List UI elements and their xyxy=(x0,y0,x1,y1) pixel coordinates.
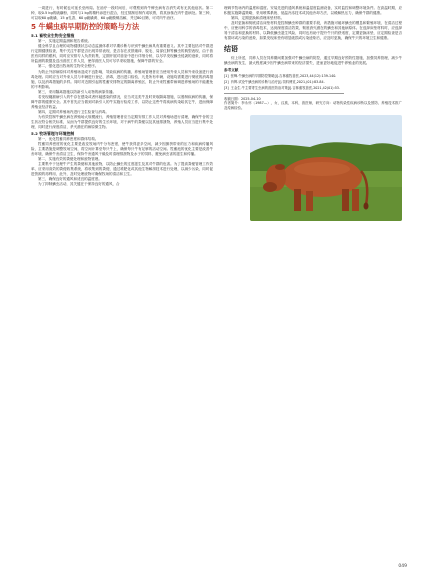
paragraph: 第四，定期对养殖场内进行卫生检查与消毒。 xyxy=(38,109,109,114)
continued-paragraph: 理调节牧场内的温度和湿度。安装先进的通风系统和温湿度监测设备，实时监控和调整环境条件。在高温时期，应积极实施降温策略，采用喷雾系统、低温冷冻技术或其他冷却方法，以缓解热压力，确保牛群的健康。 xyxy=(224,6,402,16)
paragraph: 为有效控制牛螨虫病在养殖场大规模流行，养殖管理者应当定期安排工作人员对养殖场进行清理，确保牛舍的卫生状况符合相关标准，从而为牛群提供良好的生长环境，对于病牛的粪便以及其他排泄物，养殖人员应当进行集中处理，同时进行深度清洁，杀灭潜在的病原微生物。 xyxy=(31,114,213,130)
paragraph: 第一，实施定期监测和报告系统。 xyxy=(38,39,92,44)
paragraph: 为了抑制螨虫活动，其关键在于保持良好的通风，合 xyxy=(38,182,120,187)
paragraph: 第三，采用隔离措施以防新引入动物的病原传播。 xyxy=(38,89,117,94)
cow-leg xyxy=(294,189,301,211)
paragraph: 第三，确保良好的通风和适宜的温度度。 xyxy=(38,177,102,182)
reference-text: 肖辉.试论牛螨虫病的诊断与治疗[J].饲料博览,2021,(01):83-84. xyxy=(230,80,325,85)
reference-item xyxy=(224,86,402,91)
paragraph: 第四，定期更换和清理床垫材料。 xyxy=(231,16,285,21)
references-title: 参考文献 xyxy=(224,68,239,73)
paragraph: 第二，实施有效的粪便处理和废物管理。 xyxy=(38,156,102,161)
paragraph: 第一，优化牲畜饲养密度和群体结构。 xyxy=(38,136,99,141)
conclusion-title: 结语 xyxy=(224,45,238,54)
paragraph: 为防止外部病原体对养殖场造成不良影响，导致疾病的传播，养殖场管理者应当使用外来人员和外来设备进行消毒处理。同时应当对外来人员与车辆进行登记、消毒，进出进口检验，凡是所有车辆、设施均需要进行彻底的消毒措施，以及消毒措施的多样。同时对近期引起的牲畜安排特定的隔离养殖区，防止外来牲畜带病调进养殖场的不能避免的不利影响。 xyxy=(31,69,213,89)
cow-muzzle xyxy=(263,182,277,192)
subsection-5-2-title: 5.2 牧场管理与环境控制 xyxy=(31,130,75,136)
paragraph: 第二，强化进出牧场的生物安全程序。 xyxy=(38,64,99,69)
intro-paragraph: 一周进行，有时候也可延长至两周。在治疗一段时间后，可观察到肉牛蜱虫病有否消失或有无其他症状。第二种，取0.5 kg的硫磺粉，同时与1 kg的精秆添进行混合，经过熬制后制作成软膏，将其涂抹在肉牛患病处。第三种，可以取60 g硫磺、15 g孔香、60 g硫磺黄、60 g硫酸铜溶解，并过80目筛，可对肉牛治疗。 xyxy=(31,6,213,21)
cow-photo-image xyxy=(250,115,402,221)
paragraph: 及时更换和彻底清洁床垫材料是控制螨虫种群的重要手段，该措施可破坏螨虫的栖息和繁殖环境，在清洁过程中，应使用科学的消毒技术，达到深度清洁效果，彻底消灭潜在的螨虫和其他病原体。在选择床垫材料时，应选择易于清洁和更换的材料，以降低螨虫滋生风险，同时也有助于提升牛只的舒适度，定期更换床垫，应定期检查是否有损坏或污染的迹象，如果发现床垫有明显破损或污染迹象后，应及时更换，确保牛只的环境卫生和健康。 xyxy=(224,21,402,41)
paragraph: 若发现阉割病引入的牛存在感染或者怀疑感染的情况，应当对这类牛及时采取隔离措施，以遏制疾病的传播，保障牛群的健康安全。其中首先应当做到对新引入的牛实施行检疫工作，以防止这些牛将疾病传染给其它牛，进而保障养殖业经济收益。 xyxy=(31,94,213,109)
left-column xyxy=(31,6,213,187)
reference-item xyxy=(224,74,402,79)
paragraph: 主要集中于处理牛产生的粪便和其他废物，以防止螨虫的过度滋生及其对牛群的危害。为了提高粪便管理工作效率，应采用高效的粪便收集系统，将收集到的粪便，通过堆肥化或其他生物解剖技术进行处理，以减少污染，同时促进资源的再利用，此外，及时处理废物可确保牧场的清洁和卫生。 xyxy=(31,161,213,176)
paragraph: 牲畜饲养密度的优化主要是改变牧场内牛分布密度，使牛获得更多空间，减少因拥挤带来的压力和疾病传播风险，主要措施是调整牧场空间，将空间计算至每只牛上，确保每只牛有足够的活动空间。牲畜池的优化主要是改善牛舍环境，确保牛舍清洁卫生，保持牛舍通风干燥及时清理排泄物及水子的饲料，避免病虫害的滋生和传播。 xyxy=(31,141,213,156)
reference-text: 张蝉.牛螨虫病的早期防控策略[J].吉林畜牧兽医,2023,44(12):139-140. xyxy=(230,74,337,79)
divider xyxy=(224,93,344,94)
cow-leg xyxy=(306,191,313,211)
section-5-title: 5 牛螨虫病早期防控的策略与方法 xyxy=(31,22,140,32)
right-column xyxy=(224,6,402,221)
conclusion-paragraph: 综上所述，饲养人员在饲养期间要加强对牛螨虫病的防控，通过早期良好预防性措施，加强饲养管理，减少牛螨虫病的发生，最大程度减少因牛螨虫病带来的经济损失，进而更好地促进牛养殖业的发展。 xyxy=(224,56,402,66)
reference-item xyxy=(224,80,402,85)
cow-ear xyxy=(275,164,285,170)
subsection-5-1-title: 5.1 畜牧业生物安全措施 xyxy=(31,33,75,39)
reference-number: [1] xyxy=(224,74,229,79)
received-date: 收稿日期：2025-04-10 xyxy=(224,96,261,101)
cow-leg xyxy=(342,189,349,211)
reference-text: 王金生.牛主要寄生虫病的兽医防治对策[J].吉林畜牧兽医,2021,42(01):53. xyxy=(230,85,340,90)
reference-number: [3] xyxy=(224,85,229,90)
cow-photo xyxy=(250,115,402,221)
reference-number: [2] xyxy=(224,80,229,85)
cow-leg xyxy=(352,189,359,211)
paragraph: 健全科学且合理的动物健康状态动态监测体系对早期诊断与识别牛螨虫病具有重要意义。其中主要包括对牛群进行定期健康检查，集中关注牛群是否出现异常表现，是否存在皮肤瘙痒、脱毛、局部红肿等螨虫的典型表现，由于兽医有同样的眼科，同时应安排专人负责收集，定期开展对兽室中进行详细分析，以尽早发现螨虫侵袭的迹象，同时将所监测的数据及送出兽医工作人员，使得兽医人员可尽早采取措施，保障牛群的安全。 xyxy=(31,44,213,64)
author-info: 作者简介：李永怀（1987—），女，汉族，本科，兽医师，研究方向：动物传染性疾病诊断以及预防、养殖技术推广及疫病检验。 xyxy=(224,101,402,111)
page-number: 049 xyxy=(398,564,407,569)
